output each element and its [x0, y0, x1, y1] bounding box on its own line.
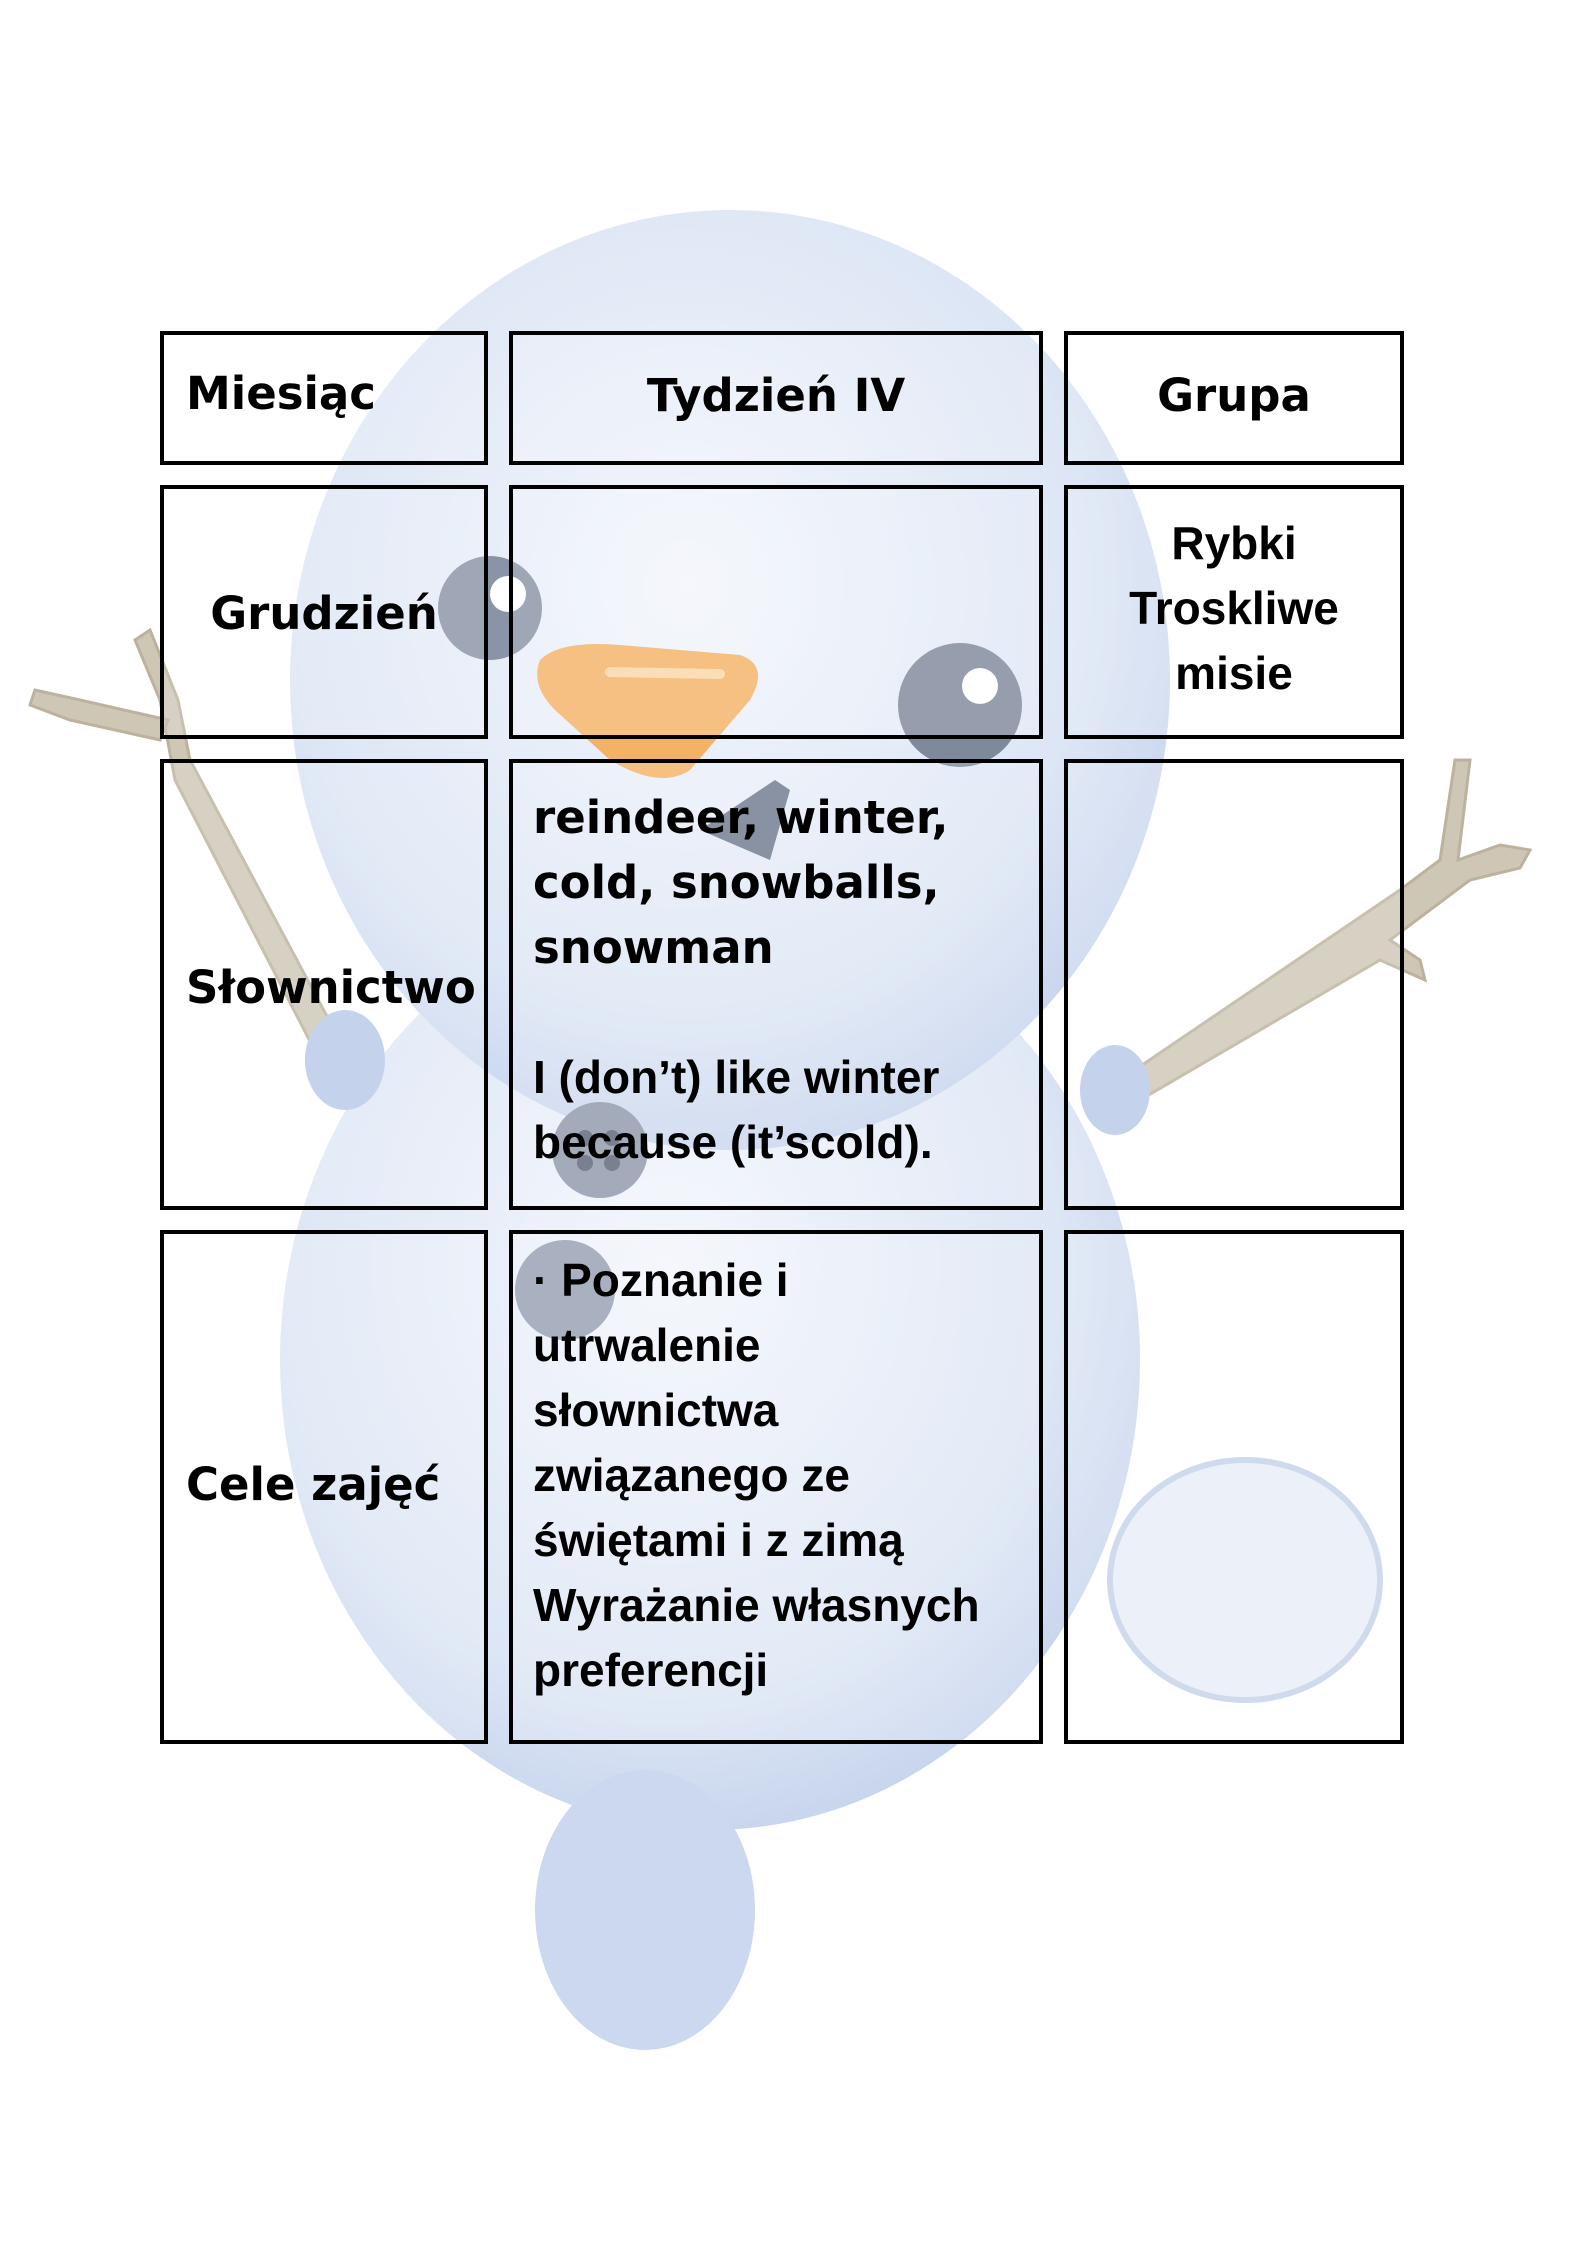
- goal-line: świętami i z zimą: [533, 1514, 904, 1566]
- month-header-label: Miesiąc: [186, 367, 376, 420]
- week-header-label: Tydzień IV: [646, 369, 906, 422]
- group-names: [1068, 511, 1400, 706]
- cell-group-header: [1064, 331, 1404, 465]
- cell-week-header: [509, 331, 1043, 465]
- goals-list: [533, 1248, 980, 1703]
- cell-goals-empty: [1064, 1230, 1404, 1744]
- vocabulary-line: cold, snowballs,: [533, 856, 940, 909]
- goal-line: Wyrażanie własnych: [533, 1579, 980, 1631]
- goal-line: · Poznanie i: [533, 1254, 789, 1306]
- sentence-line: I (don’t) like winter: [533, 1051, 940, 1103]
- vocabulary-words: [533, 785, 949, 980]
- cell-vocabulary-label: [160, 759, 488, 1210]
- vocabulary-sentence: [533, 1045, 939, 1175]
- cell-week-empty: [509, 485, 1043, 739]
- snowman-left-foot: [535, 1770, 755, 2050]
- goals-label: Cele zajęć: [186, 1458, 441, 1511]
- cell-month-value: [160, 485, 488, 739]
- cell-vocabulary-empty: [1064, 759, 1404, 1210]
- vocabulary-line: reindeer, winter,: [533, 791, 949, 844]
- cell-goals-label: [160, 1230, 488, 1744]
- group-name: misie: [1175, 647, 1293, 699]
- vocabulary-label: Słownictwo: [186, 961, 476, 1014]
- cell-goals-content: [509, 1230, 1043, 1744]
- cell-vocabulary-content: [509, 759, 1043, 1210]
- sentence-line: because (it’scold).: [533, 1116, 933, 1168]
- month-value: Grudzień: [210, 587, 438, 640]
- group-header-label: Grupa: [1157, 369, 1311, 422]
- cell-month-header: [160, 331, 488, 465]
- vocabulary-line: snowman: [533, 921, 774, 974]
- goal-line: preferencji: [533, 1644, 769, 1696]
- cell-group-value: [1064, 485, 1404, 739]
- goal-line: związanego ze: [533, 1449, 850, 1501]
- group-name: Rybki: [1171, 517, 1297, 569]
- goal-line: słownictwa: [533, 1384, 779, 1436]
- group-name: Troskliwe: [1129, 582, 1339, 634]
- goal-line: utrwalenie: [533, 1319, 761, 1371]
